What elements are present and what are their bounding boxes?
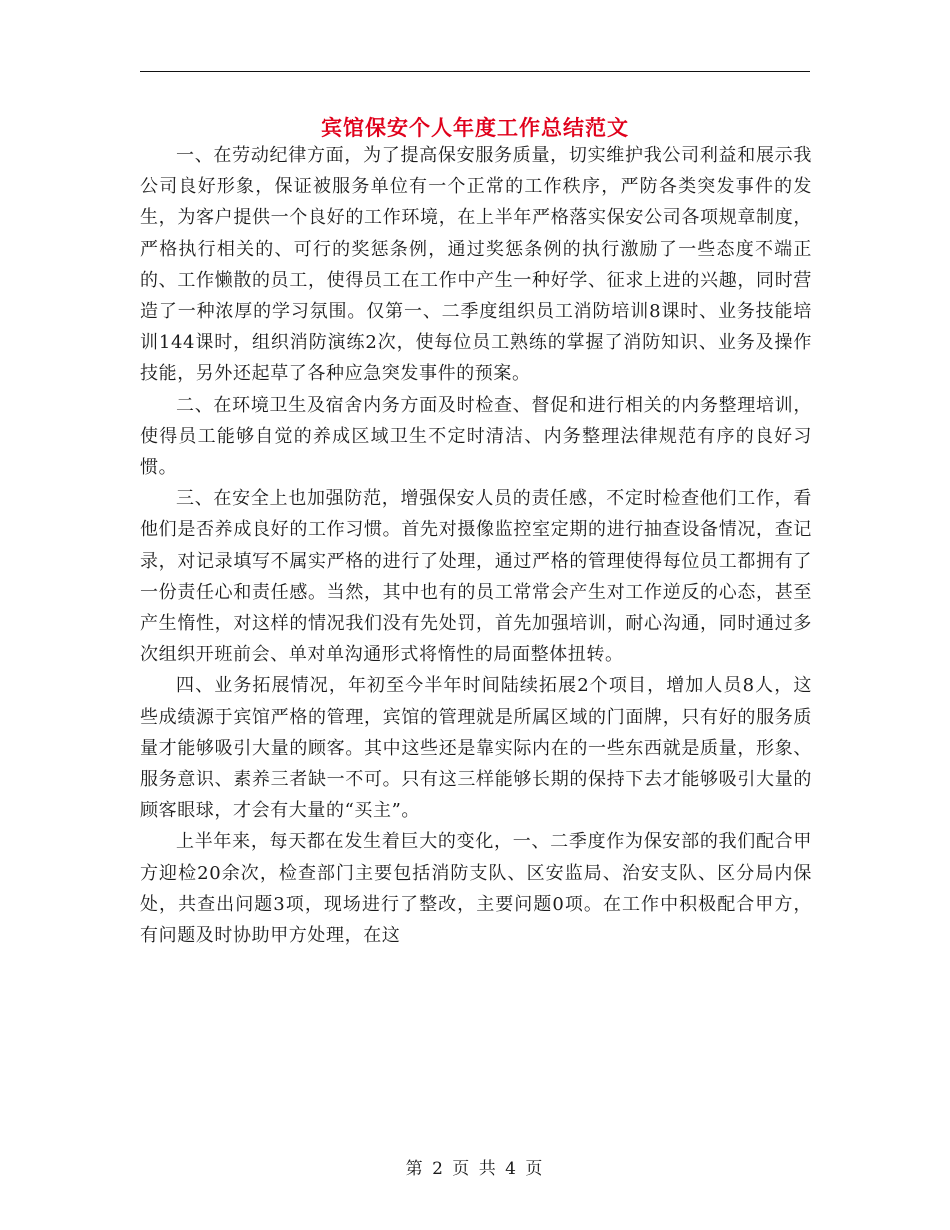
paragraph-business-expansion: 四、业务拓展情况，年初至今半年时间陆续拓展2个项目，增加人员8人，这些成绩源于宾馆严格的管理，宾馆的管理就是所属区域的门面牌，只有好的服务质量才能够吸引大量的顾客。其中这些还是靠实际内在的一些东西就是质量，形象、服务意识、素养三者缺一不可。只有这三样能够长期的保持下去才能够吸引大量的顾客眼球，才会有大量的“买主”。 (140, 675, 812, 822)
page-number: 第 2 页 共 4 页 (405, 1159, 545, 1179)
paragraph-hygiene: 二、在环境卫生及宿舍内务方面及时检查、督促和进行相关的内务整理培训，使得员工能够自觉的养成区域卫生不定时清洁、内务整理法律规范有序的良好习惯。 (140, 394, 812, 479)
paragraph-half-year: 上半年来，每天都在发生着巨大的变化，一、二季度作为保安部的我们配合甲方迎检20余次，检查部门主要包括消防支队、区安监局、治安支队、区分局内保处，共查出问题3项，现场进行了整改，主要问题0项。在工作中积极配合甲方，有问题及时协助甲方处理，在这 (140, 831, 812, 947)
paragraph-labor-discipline: 一、在劳动纪律方面，为了提高保安服务质量，切实维护我公司利益和展示我公司良好形象，保证被服务单位有一个正常的工作秩序，严防各类突发事件的发生，为客户提供一个良好的工作环境，在上半年严格落实保安公司各项规章制度，严格执行相关的、可行的奖惩条例，通过奖惩条例的执行激励了一些态度不端正的、工作懒散的员工，使得员工在工作中产生一种好学、征求上进的兴趣，同时营造了一种浓厚的学习氛围。仅第一、二季度组织员工消防培训8课时、业务技能培训144课时，组织消防演练2次，使每位员工熟练的掌握了消防知识、业务及操作技能，另外还起草了各种应急突发事件的预案。 (140, 145, 812, 385)
document-title: 宾馆保安个人年度工作总结范文 (321, 116, 629, 140)
paragraph-safety: 三、在安全上也加强防范，增强保安人员的责任感，不定时检查他们工作，看他们是否养成良好的工作习惯。首先对摄像监控室定期的进行抽查设备情况，查记录，对记录填写不属实严格的进行了处理，通过严格的管理使得每位员工都拥有了一份责任心和责任感。当然，其中也有的员工常常会产生对工作逆反的心态，甚至产生惰性，对这样的情况我们没有先处罚，首先加强培训，耐心沟通，同时通过多次组织开班前会、单对单沟通形式将惰性的局面整体扭转。 (140, 488, 812, 666)
document-body (140, 140, 812, 951)
header-rule (140, 71, 810, 72)
page-footer (0, 1154, 950, 1179)
